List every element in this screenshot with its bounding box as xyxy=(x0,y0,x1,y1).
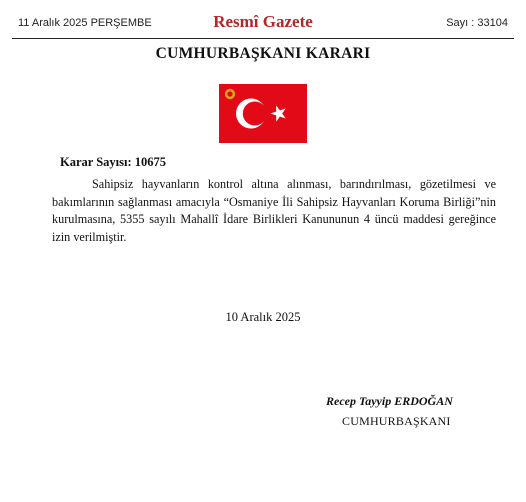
turkish-flag-icon xyxy=(219,84,307,143)
issue-number: Sayı : 33104 xyxy=(446,17,508,29)
decision-body: Sahipsiz hayvanların kontrol altına alınması, barındırılması, gözetilmesi ve bakımlarının sağlanması amacıyla “Osmaniye İli Sahipsiz Hayvanları Koruma Birliği”nin kurulmasına, 5355 sayılı Mahallî İdare Birlikleri Kanununun 4 üncü maddesi gereğince izin verilmiştir. xyxy=(52,177,496,244)
gazette-header xyxy=(0,0,526,40)
header-divider xyxy=(12,38,514,39)
header-date: 11 Aralık 2025 PERŞEMBE xyxy=(18,17,152,29)
signer-name: Recep Tayyip ERDOĞAN xyxy=(326,394,453,408)
document-title: CUMHURBAŞKANI KARARI xyxy=(155,45,371,62)
decision-number: Karar Sayısı: 10675 xyxy=(60,155,167,169)
signer-title: CUMHURBAŞKANI xyxy=(342,414,451,428)
presidential-emblem-icon xyxy=(225,89,235,99)
decision-date: 10 Aralık 2025 xyxy=(225,310,301,324)
gazette-title: Resmî Gazete xyxy=(213,12,313,31)
